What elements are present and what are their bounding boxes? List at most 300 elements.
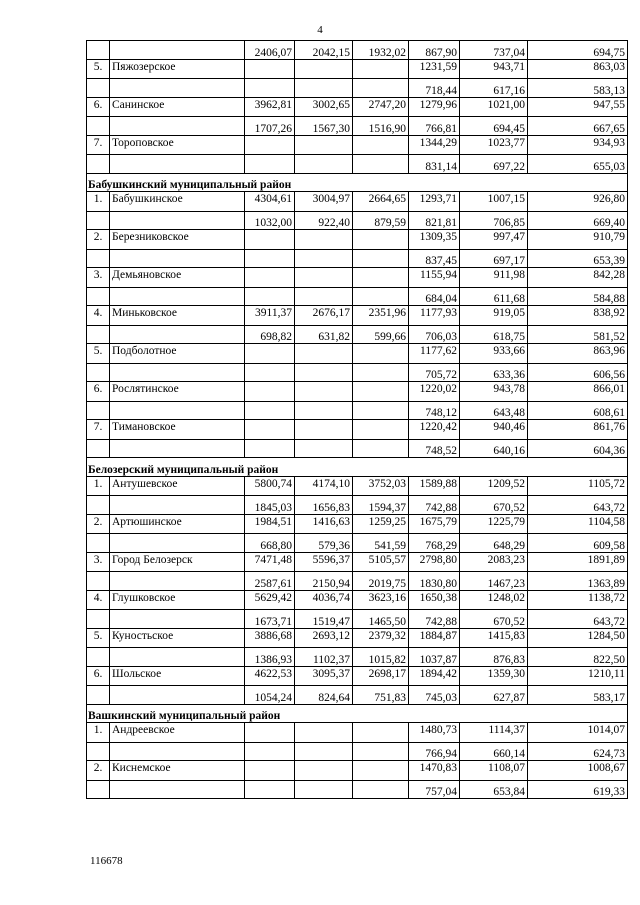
- value-cell-3: 1932,02: [353, 41, 409, 60]
- settlement-subrow: [87, 249, 628, 268]
- value-cell-3: [353, 742, 409, 761]
- value-cell-1: [245, 344, 295, 364]
- value-cell-4: 766,81: [409, 117, 460, 136]
- settlement-subrow: [87, 648, 628, 667]
- row-index: 2.: [87, 514, 110, 534]
- value-cell-5: 1209,52: [460, 476, 528, 496]
- settlement-name: [110, 155, 245, 174]
- row-index: [87, 648, 110, 667]
- row-index: [87, 572, 110, 591]
- district-name: Бабушкинский муниципальный район: [87, 173, 628, 192]
- settlement-name: [110, 117, 245, 136]
- settlement-subrow: [87, 610, 628, 629]
- row-index: [87, 610, 110, 629]
- value-cell-4: 1293,71: [409, 192, 460, 212]
- value-cell-3: [353, 382, 409, 402]
- value-cell-2: [295, 344, 353, 364]
- row-index: [87, 211, 110, 230]
- value-cell-5: 943,71: [460, 59, 528, 79]
- value-cell-4: 742,88: [409, 610, 460, 629]
- settlement-name: [110, 496, 245, 515]
- settlement-name: Шольское: [110, 666, 245, 686]
- row-index: 2.: [87, 761, 110, 781]
- value-cell-6: 1014,07: [528, 723, 628, 743]
- value-cell-1: 668,80: [245, 534, 295, 553]
- value-cell-4: 706,03: [409, 325, 460, 344]
- value-cell-4: 1279,96: [409, 97, 460, 117]
- row-index: [87, 41, 110, 60]
- value-cell-6: 1104,58: [528, 514, 628, 534]
- value-cell-1: [245, 135, 295, 155]
- value-cell-4: 705,72: [409, 363, 460, 382]
- value-cell-1: [245, 230, 295, 250]
- value-cell-5: 919,05: [460, 306, 528, 326]
- value-cell-3: 2019,75: [353, 572, 409, 591]
- value-cell-5: 670,52: [460, 496, 528, 515]
- value-cell-2: 1102,37: [295, 648, 353, 667]
- value-cell-5: 670,52: [460, 610, 528, 629]
- value-cell-4: 768,29: [409, 534, 460, 553]
- value-cell-6: 1210,11: [528, 666, 628, 686]
- settlement-name: [110, 249, 245, 268]
- settlement-row: [87, 628, 628, 648]
- value-cell-2: [295, 249, 353, 268]
- settlement-name: [110, 610, 245, 629]
- value-cell-2: 631,82: [295, 325, 353, 344]
- value-cell-2: 3002,65: [295, 97, 353, 117]
- value-cell-4: 748,52: [409, 439, 460, 458]
- value-cell-4: 831,14: [409, 155, 460, 174]
- value-cell-2: 3095,37: [295, 666, 353, 686]
- value-cell-2: [295, 780, 353, 799]
- value-cell-1: 5629,42: [245, 590, 295, 610]
- value-cell-4: 867,90: [409, 41, 460, 60]
- row-index: [87, 325, 110, 344]
- value-cell-4: 1480,73: [409, 723, 460, 743]
- value-cell-2: 3004,97: [295, 192, 353, 212]
- value-cell-3: [353, 344, 409, 364]
- value-cell-6: 609,58: [528, 534, 628, 553]
- value-cell-2: 5596,37: [295, 552, 353, 572]
- value-cell-2: [295, 287, 353, 306]
- value-cell-5: 653,84: [460, 780, 528, 799]
- value-cell-6: 838,92: [528, 306, 628, 326]
- value-cell-1: [245, 761, 295, 781]
- value-cell-2: 824,64: [295, 686, 353, 705]
- value-cell-2: 922,40: [295, 211, 353, 230]
- value-cell-1: 7471,48: [245, 552, 295, 572]
- settlement-row: [87, 97, 628, 117]
- value-cell-3: 1259,25: [353, 514, 409, 534]
- settlement-row: [87, 382, 628, 402]
- value-cell-4: 1675,79: [409, 514, 460, 534]
- value-cell-6: 608,61: [528, 401, 628, 420]
- value-cell-3: 879,59: [353, 211, 409, 230]
- value-cell-6: 842,28: [528, 268, 628, 288]
- value-cell-4: 745,03: [409, 686, 460, 705]
- value-cell-4: 742,88: [409, 496, 460, 515]
- district-heading-row: [87, 704, 628, 723]
- settlement-name: Миньковское: [110, 306, 245, 326]
- value-cell-4: 1344,29: [409, 135, 460, 155]
- settlement-subrow: [87, 496, 628, 515]
- value-cell-2: [295, 79, 353, 98]
- value-cell-4: 718,44: [409, 79, 460, 98]
- value-cell-2: 2150,94: [295, 572, 353, 591]
- settlement-subrow: [87, 41, 628, 60]
- value-cell-5: 643,48: [460, 401, 528, 420]
- value-cell-5: 933,66: [460, 344, 528, 364]
- settlement-name: [110, 211, 245, 230]
- settlement-name: [110, 534, 245, 553]
- row-index: 3.: [87, 268, 110, 288]
- row-index: [87, 287, 110, 306]
- value-cell-3: [353, 230, 409, 250]
- settlement-subrow: [87, 686, 628, 705]
- value-cell-4: 684,04: [409, 287, 460, 306]
- value-cell-1: [245, 723, 295, 743]
- value-cell-2: [295, 135, 353, 155]
- settlement-name: Подболотное: [110, 344, 245, 364]
- value-cell-2: [295, 268, 353, 288]
- row-index: [87, 249, 110, 268]
- value-cell-2: 4036,74: [295, 590, 353, 610]
- settlement-subrow: [87, 117, 628, 136]
- value-cell-6: 624,73: [528, 742, 628, 761]
- settlement-row: [87, 552, 628, 572]
- value-cell-2: [295, 230, 353, 250]
- value-cell-6: 866,01: [528, 382, 628, 402]
- settlement-row: [87, 420, 628, 440]
- value-cell-6: 1008,67: [528, 761, 628, 781]
- value-cell-5: 1108,07: [460, 761, 528, 781]
- value-cell-5: 737,04: [460, 41, 528, 60]
- value-cell-3: 2379,32: [353, 628, 409, 648]
- value-cell-4: 1037,87: [409, 648, 460, 667]
- value-cell-1: 1673,71: [245, 610, 295, 629]
- value-cell-3: [353, 155, 409, 174]
- value-cell-6: 604,36: [528, 439, 628, 458]
- value-cell-2: 2693,12: [295, 628, 353, 648]
- row-index: 1.: [87, 192, 110, 212]
- value-cell-2: 1656,83: [295, 496, 353, 515]
- settlement-name: Пяжозерское: [110, 59, 245, 79]
- row-index: [87, 439, 110, 458]
- value-cell-3: 2351,96: [353, 306, 409, 326]
- value-cell-6: 947,55: [528, 97, 628, 117]
- tariff-table: [86, 40, 628, 799]
- value-cell-2: [295, 742, 353, 761]
- value-cell-3: 2747,20: [353, 97, 409, 117]
- value-cell-3: 1594,37: [353, 496, 409, 515]
- row-index: 6.: [87, 666, 110, 686]
- value-cell-3: 1465,50: [353, 610, 409, 629]
- value-cell-3: 3623,16: [353, 590, 409, 610]
- settlement-row: [87, 344, 628, 364]
- footer-code: 116678: [90, 855, 123, 867]
- value-cell-3: [353, 420, 409, 440]
- value-cell-6: 667,65: [528, 117, 628, 136]
- value-cell-5: 618,75: [460, 325, 528, 344]
- value-cell-1: [245, 439, 295, 458]
- value-cell-1: [245, 420, 295, 440]
- value-cell-6: 643,72: [528, 496, 628, 515]
- value-cell-2: [295, 382, 353, 402]
- settlement-subrow: [87, 287, 628, 306]
- value-cell-2: 2042,15: [295, 41, 353, 60]
- settlement-name: Антушевское: [110, 476, 245, 496]
- settlement-subrow: [87, 79, 628, 98]
- value-cell-1: 3911,37: [245, 306, 295, 326]
- value-cell-5: 617,16: [460, 79, 528, 98]
- settlement-row: [87, 476, 628, 496]
- row-index: [87, 117, 110, 136]
- value-cell-5: 911,98: [460, 268, 528, 288]
- value-cell-6: 1138,72: [528, 590, 628, 610]
- settlement-name: [110, 287, 245, 306]
- value-cell-1: 1032,00: [245, 211, 295, 230]
- value-cell-1: 4304,61: [245, 192, 295, 212]
- value-cell-4: 1177,93: [409, 306, 460, 326]
- value-cell-5: 1023,77: [460, 135, 528, 155]
- value-cell-4: 757,04: [409, 780, 460, 799]
- settlement-name: [110, 401, 245, 420]
- value-cell-5: 940,46: [460, 420, 528, 440]
- row-index: 3.: [87, 552, 110, 572]
- value-cell-5: 1415,83: [460, 628, 528, 648]
- value-cell-3: 599,66: [353, 325, 409, 344]
- value-cell-3: [353, 780, 409, 799]
- settlement-name: [110, 742, 245, 761]
- value-cell-4: 1231,59: [409, 59, 460, 79]
- value-cell-4: 766,94: [409, 742, 460, 761]
- value-cell-1: 1054,24: [245, 686, 295, 705]
- value-cell-2: [295, 155, 353, 174]
- value-cell-5: 997,47: [460, 230, 528, 250]
- value-cell-6: 655,03: [528, 155, 628, 174]
- settlement-name: [110, 79, 245, 98]
- value-cell-6: 583,17: [528, 686, 628, 705]
- value-cell-1: 698,82: [245, 325, 295, 344]
- settlement-subrow: [87, 780, 628, 799]
- value-cell-1: 1845,03: [245, 496, 295, 515]
- settlement-name: Демьяновское: [110, 268, 245, 288]
- value-cell-1: 3886,68: [245, 628, 295, 648]
- value-cell-4: 1650,38: [409, 590, 460, 610]
- value-cell-1: [245, 155, 295, 174]
- value-cell-3: [353, 761, 409, 781]
- value-cell-3: [353, 287, 409, 306]
- value-cell-5: 1359,30: [460, 666, 528, 686]
- value-cell-3: [353, 59, 409, 79]
- value-cell-4: 748,12: [409, 401, 460, 420]
- row-index: [87, 363, 110, 382]
- settlement-name: Глушковское: [110, 590, 245, 610]
- value-cell-1: [245, 249, 295, 268]
- row-index: [87, 496, 110, 515]
- value-cell-4: 1894,42: [409, 666, 460, 686]
- value-cell-4: 1309,35: [409, 230, 460, 250]
- settlement-name: Город Белозерск: [110, 552, 245, 572]
- row-index: 6.: [87, 97, 110, 117]
- row-index: 2.: [87, 230, 110, 250]
- value-cell-2: 579,36: [295, 534, 353, 553]
- value-cell-5: 694,45: [460, 117, 528, 136]
- settlement-row: [87, 306, 628, 326]
- value-cell-1: 4622,53: [245, 666, 295, 686]
- settlement-name: [110, 648, 245, 667]
- value-cell-5: 660,14: [460, 742, 528, 761]
- value-cell-1: 3962,81: [245, 97, 295, 117]
- settlement-name: [110, 41, 245, 60]
- row-index: [87, 401, 110, 420]
- value-cell-3: [353, 401, 409, 420]
- settlement-name: Березниковское: [110, 230, 245, 250]
- value-cell-1: [245, 742, 295, 761]
- value-cell-5: 648,29: [460, 534, 528, 553]
- value-cell-6: 669,40: [528, 211, 628, 230]
- value-cell-1: 5800,74: [245, 476, 295, 496]
- value-cell-1: [245, 382, 295, 402]
- row-index: 4.: [87, 590, 110, 610]
- value-cell-4: 1470,83: [409, 761, 460, 781]
- value-cell-6: 584,88: [528, 287, 628, 306]
- settlement-name: [110, 780, 245, 799]
- value-cell-1: [245, 79, 295, 98]
- value-cell-2: 1416,63: [295, 514, 353, 534]
- value-cell-6: 1363,89: [528, 572, 628, 591]
- value-cell-6: 1891,89: [528, 552, 628, 572]
- value-cell-1: [245, 401, 295, 420]
- value-cell-6: 1284,50: [528, 628, 628, 648]
- row-index: 5.: [87, 344, 110, 364]
- value-cell-3: [353, 268, 409, 288]
- row-index: 1.: [87, 723, 110, 743]
- value-cell-5: 627,87: [460, 686, 528, 705]
- value-cell-3: [353, 439, 409, 458]
- value-cell-5: 1467,23: [460, 572, 528, 591]
- settlement-row: [87, 666, 628, 686]
- value-cell-5: 633,36: [460, 363, 528, 382]
- settlement-row: [87, 268, 628, 288]
- settlement-name: Андреевское: [110, 723, 245, 743]
- value-cell-6: 583,13: [528, 79, 628, 98]
- value-cell-2: 4174,10: [295, 476, 353, 496]
- row-index: [87, 742, 110, 761]
- district-heading-row: [87, 458, 628, 477]
- value-cell-6: 910,79: [528, 230, 628, 250]
- table-body: [87, 41, 628, 799]
- settlement-subrow: [87, 211, 628, 230]
- row-index: 5.: [87, 59, 110, 79]
- value-cell-4: 1220,02: [409, 382, 460, 402]
- value-cell-5: 611,68: [460, 287, 528, 306]
- value-cell-5: 697,17: [460, 249, 528, 268]
- settlement-subrow: [87, 363, 628, 382]
- row-index: [87, 534, 110, 553]
- row-index: [87, 155, 110, 174]
- value-cell-5: 640,16: [460, 439, 528, 458]
- value-cell-5: 943,78: [460, 382, 528, 402]
- value-cell-4: 837,45: [409, 249, 460, 268]
- value-cell-2: [295, 363, 353, 382]
- settlement-name: Киснемское: [110, 761, 245, 781]
- value-cell-4: 1884,87: [409, 628, 460, 648]
- value-cell-2: 2676,17: [295, 306, 353, 326]
- value-cell-2: 1519,47: [295, 610, 353, 629]
- value-cell-6: 934,93: [528, 135, 628, 155]
- settlement-subrow: [87, 325, 628, 344]
- row-index: 7.: [87, 135, 110, 155]
- value-cell-1: 1984,51: [245, 514, 295, 534]
- settlement-subrow: [87, 572, 628, 591]
- settlement-subrow: [87, 155, 628, 174]
- value-cell-5: 876,83: [460, 648, 528, 667]
- value-cell-1: [245, 287, 295, 306]
- settlement-name: Тороповское: [110, 135, 245, 155]
- row-index: 1.: [87, 476, 110, 496]
- value-cell-5: 1114,37: [460, 723, 528, 743]
- row-index: 5.: [87, 628, 110, 648]
- settlement-row: [87, 230, 628, 250]
- value-cell-1: [245, 59, 295, 79]
- district-name: Вашкинский муниципальный район: [87, 704, 628, 723]
- value-cell-1: 1707,26: [245, 117, 295, 136]
- row-index: 7.: [87, 420, 110, 440]
- value-cell-6: 1105,72: [528, 476, 628, 496]
- value-cell-1: [245, 780, 295, 799]
- value-cell-2: [295, 723, 353, 743]
- value-cell-3: [353, 723, 409, 743]
- value-cell-5: 1225,79: [460, 514, 528, 534]
- value-cell-5: 1248,02: [460, 590, 528, 610]
- value-cell-5: 706,85: [460, 211, 528, 230]
- value-cell-6: 606,56: [528, 363, 628, 382]
- settlement-name: [110, 363, 245, 382]
- value-cell-3: 541,59: [353, 534, 409, 553]
- row-index: [87, 686, 110, 705]
- settlement-name: [110, 325, 245, 344]
- value-cell-3: [353, 249, 409, 268]
- settlement-row: [87, 59, 628, 79]
- value-cell-4: 2798,80: [409, 552, 460, 572]
- value-cell-4: 1830,80: [409, 572, 460, 591]
- value-cell-5: 697,22: [460, 155, 528, 174]
- value-cell-2: [295, 59, 353, 79]
- value-cell-6: 863,96: [528, 344, 628, 364]
- value-cell-5: 2083,23: [460, 552, 528, 572]
- value-cell-2: [295, 401, 353, 420]
- value-cell-3: [353, 363, 409, 382]
- value-cell-1: 2587,61: [245, 572, 295, 591]
- value-cell-6: 861,76: [528, 420, 628, 440]
- value-cell-5: 1021,00: [460, 97, 528, 117]
- row-index: [87, 79, 110, 98]
- value-cell-4: 1589,88: [409, 476, 460, 496]
- value-cell-3: 2664,65: [353, 192, 409, 212]
- value-cell-6: 822,50: [528, 648, 628, 667]
- value-cell-3: 751,83: [353, 686, 409, 705]
- settlement-name: Бабушкинское: [110, 192, 245, 212]
- value-cell-2: [295, 439, 353, 458]
- value-cell-6: 653,39: [528, 249, 628, 268]
- settlement-subrow: [87, 439, 628, 458]
- row-index: 6.: [87, 382, 110, 402]
- value-cell-3: 5105,57: [353, 552, 409, 572]
- value-cell-3: 1015,82: [353, 648, 409, 667]
- value-cell-3: [353, 79, 409, 98]
- value-cell-6: 694,75: [528, 41, 628, 60]
